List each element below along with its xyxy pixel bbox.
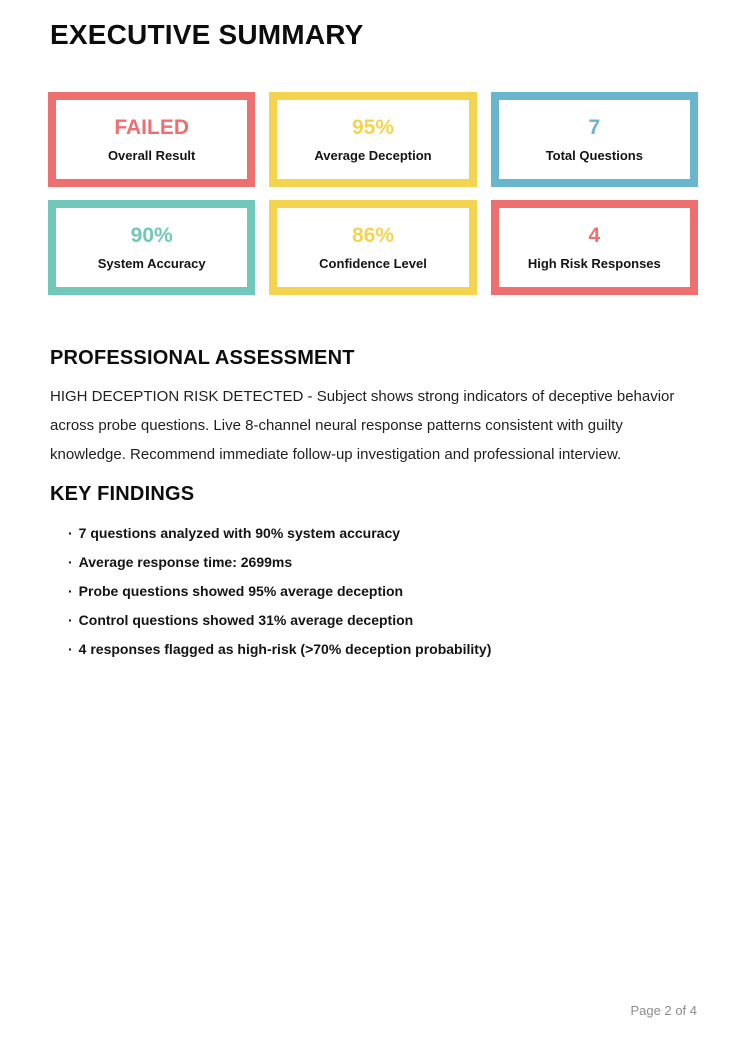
stat-value: 86% — [351, 224, 394, 247]
professional-assessment-heading: PROFESSIONAL ASSESSMENT — [50, 347, 355, 369]
list-item — [68, 606, 698, 635]
bullet-icon: · — [68, 612, 73, 628]
stat-card-confidence-level — [269, 200, 476, 295]
list-item — [68, 577, 698, 606]
bullet-icon: · — [68, 525, 73, 541]
stat-value: 95% — [351, 116, 394, 139]
stat-value: 7 — [588, 116, 601, 139]
list-item — [68, 519, 698, 548]
page-title: EXECUTIVE SUMMARY — [50, 19, 364, 50]
page-number: Page 2 of 4 — [630, 1003, 697, 1018]
professional-assessment-body: HIGH DECEPTION RISK DETECTED - Subject shows strong indicators of deceptive behavior across probe questions. Live 8-channel neural response patterns consistent with guilty knowledge. Recommend immediate follow-up investigation and professional interview. — [50, 388, 675, 463]
stat-value: 90% — [130, 224, 173, 247]
bullet-icon: · — [68, 641, 73, 657]
stat-card-high-risk-responses — [491, 200, 698, 295]
bullet-icon: · — [68, 583, 73, 599]
bullet-icon: · — [68, 554, 73, 570]
finding-text: Probe questions showed 95% average deception — [78, 583, 404, 599]
stat-card-overall-result — [48, 92, 255, 187]
stat-label: Overall Result — [107, 148, 196, 163]
list-item — [68, 548, 698, 577]
key-findings-list — [68, 519, 698, 664]
finding-text: Average response time: 2699ms — [78, 554, 293, 570]
finding-text: 7 questions analyzed with 90% system accuracy — [78, 525, 401, 541]
key-findings-heading: KEY FINDINGS — [50, 483, 195, 505]
stat-label: Average Deception — [314, 148, 432, 163]
stat-card-total-questions — [491, 92, 698, 187]
stat-card-system-accuracy — [48, 200, 255, 295]
list-item — [68, 635, 698, 664]
finding-text: 4 responses flagged as high-risk (>70% deception probability) — [78, 641, 492, 657]
stat-label: High Risk Responses — [527, 256, 661, 271]
stat-label: Total Questions — [545, 148, 643, 163]
stat-card-average-deception — [269, 92, 476, 187]
finding-text: Control questions showed 31% average deception — [78, 612, 414, 628]
stat-label: Confidence Level — [319, 256, 427, 271]
stat-value: FAILED — [114, 116, 189, 139]
stat-value: 4 — [588, 224, 601, 247]
summary-cards-grid — [48, 92, 698, 295]
stat-label: System Accuracy — [97, 256, 206, 271]
